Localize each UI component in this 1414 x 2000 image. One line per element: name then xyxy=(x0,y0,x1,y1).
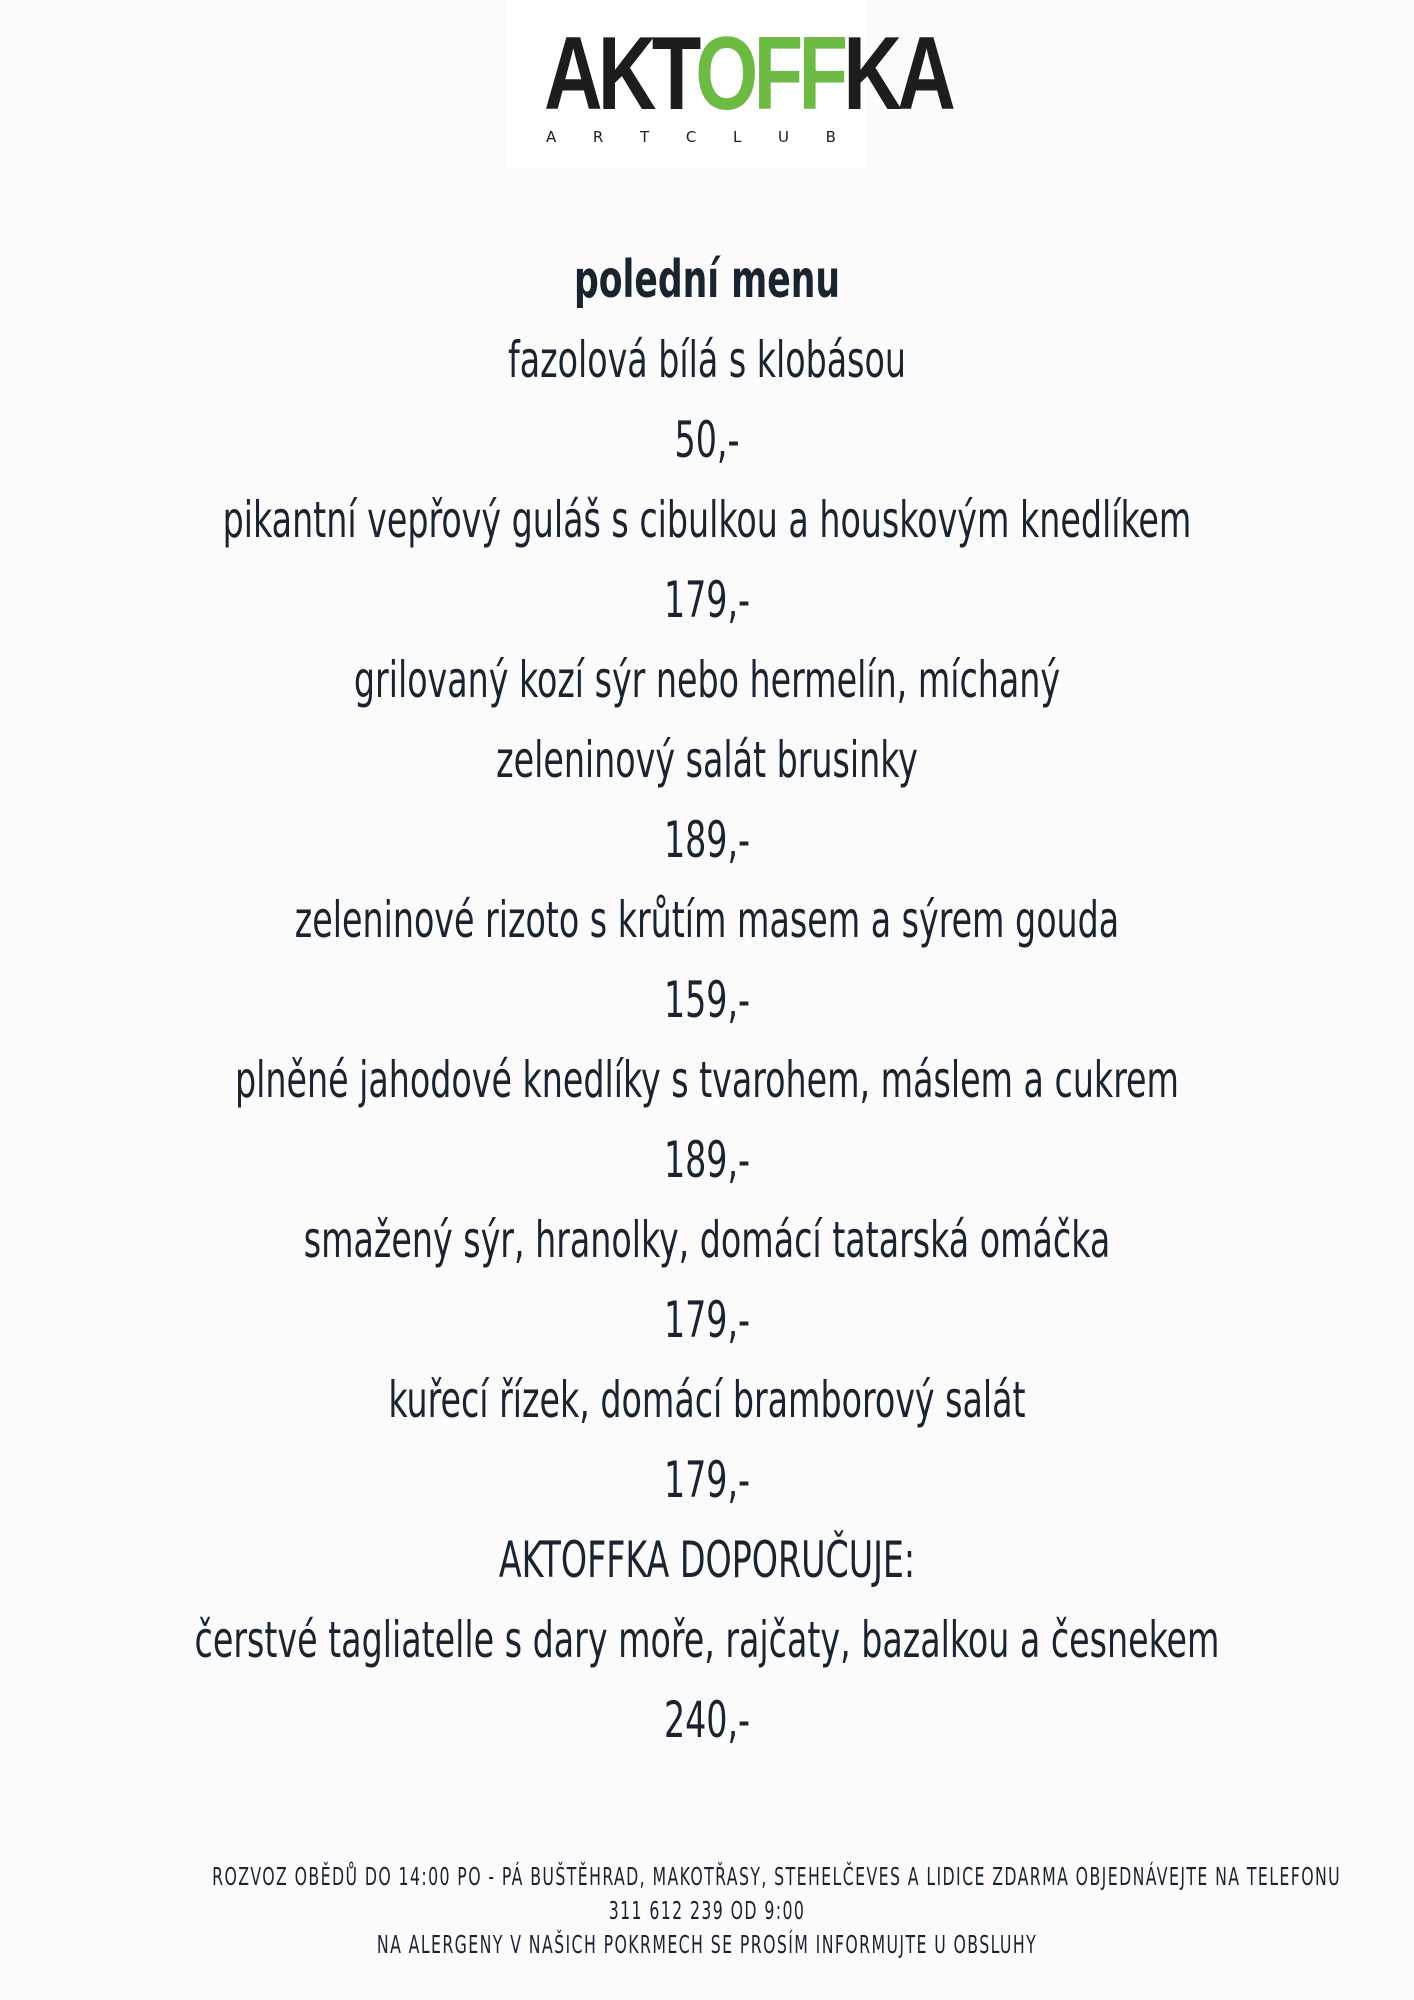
menu-item-price: 189,- xyxy=(663,811,751,869)
footer xyxy=(0,1860,1414,1962)
menu-item-name: zeleninový salát brusinky xyxy=(496,731,918,789)
menu-item-name: grilovaný kozí sýr nebo hermelín, míchaný xyxy=(353,651,1061,709)
logo-subtitle xyxy=(546,128,836,146)
menu-item-price: 159,- xyxy=(663,971,751,1029)
allergen-note: NA ALERGENY V NAŠICH POKRMECH SE PROSÍM INFORMUJTE U OBSLUHY xyxy=(376,1930,1038,1959)
menu-item-name: zeleninové rizoto s krůtím masem a sýrem gouda xyxy=(294,891,1120,949)
menu-item-name: plněné jahodové knedlíky s tvarohem, máslem a cukrem xyxy=(235,1051,1179,1109)
menu-item-price: 50,- xyxy=(674,411,740,469)
logo-subtitle-letter: L xyxy=(732,128,742,146)
logo-subtitle-letter: A xyxy=(546,128,557,146)
logo-wordmark xyxy=(544,16,952,132)
menu-item-price: 179,- xyxy=(663,571,751,629)
delivery-info: ROZVOZ OBĚDŮ DO 14:00 PO - PÁ BUŠTĚHRAD, MAKOTŘASY, STEHELČEVES A LIDICE ZDARMA OBJEDNÁVEJTE NA TELEFONU xyxy=(212,1862,1342,1891)
recommendation-heading: AKTOFFKA DOPORUČUJE: xyxy=(498,1531,916,1589)
menu-item-price: 189,- xyxy=(663,1131,751,1189)
logo-subtitle-letter: C xyxy=(685,128,697,146)
menu-item-name: fazolová bílá s klobásou xyxy=(508,331,906,389)
logo xyxy=(506,0,952,168)
logo-subtitle-letter: R xyxy=(592,128,604,146)
phone-info: 311 612 239 OD 9:00 xyxy=(608,1896,806,1925)
menu-item-name: pikantní vepřový guláš s cibulkou a houskovým knedlíkem xyxy=(222,491,1192,549)
logo-subtitle-letter: B xyxy=(825,128,836,146)
logo-subtitle-letter: U xyxy=(778,128,789,146)
menu-item-name: smažený sýr, hranolky, domácí tatarská omáčka xyxy=(303,1211,1111,1269)
menu-title: polední menu xyxy=(573,250,841,310)
menu-item-name: kuřecí řízek, domácí bramborový salát xyxy=(388,1371,1026,1429)
logo-part-off: OFF xyxy=(695,16,844,132)
menu-item-price: 179,- xyxy=(663,1291,751,1349)
menu-item-name: čerstvé tagliatelle s dary moře, rajčaty, bazalkou a česnekem xyxy=(194,1611,1220,1669)
logo-part-ka: KA xyxy=(843,16,952,132)
lunch-menu xyxy=(0,240,1414,1760)
menu-item-price: 240,- xyxy=(663,1691,751,1749)
logo-part-akt: AKT xyxy=(544,16,696,132)
menu-item-price: 179,- xyxy=(663,1451,751,1509)
logo-subtitle-letter: T xyxy=(640,128,650,146)
